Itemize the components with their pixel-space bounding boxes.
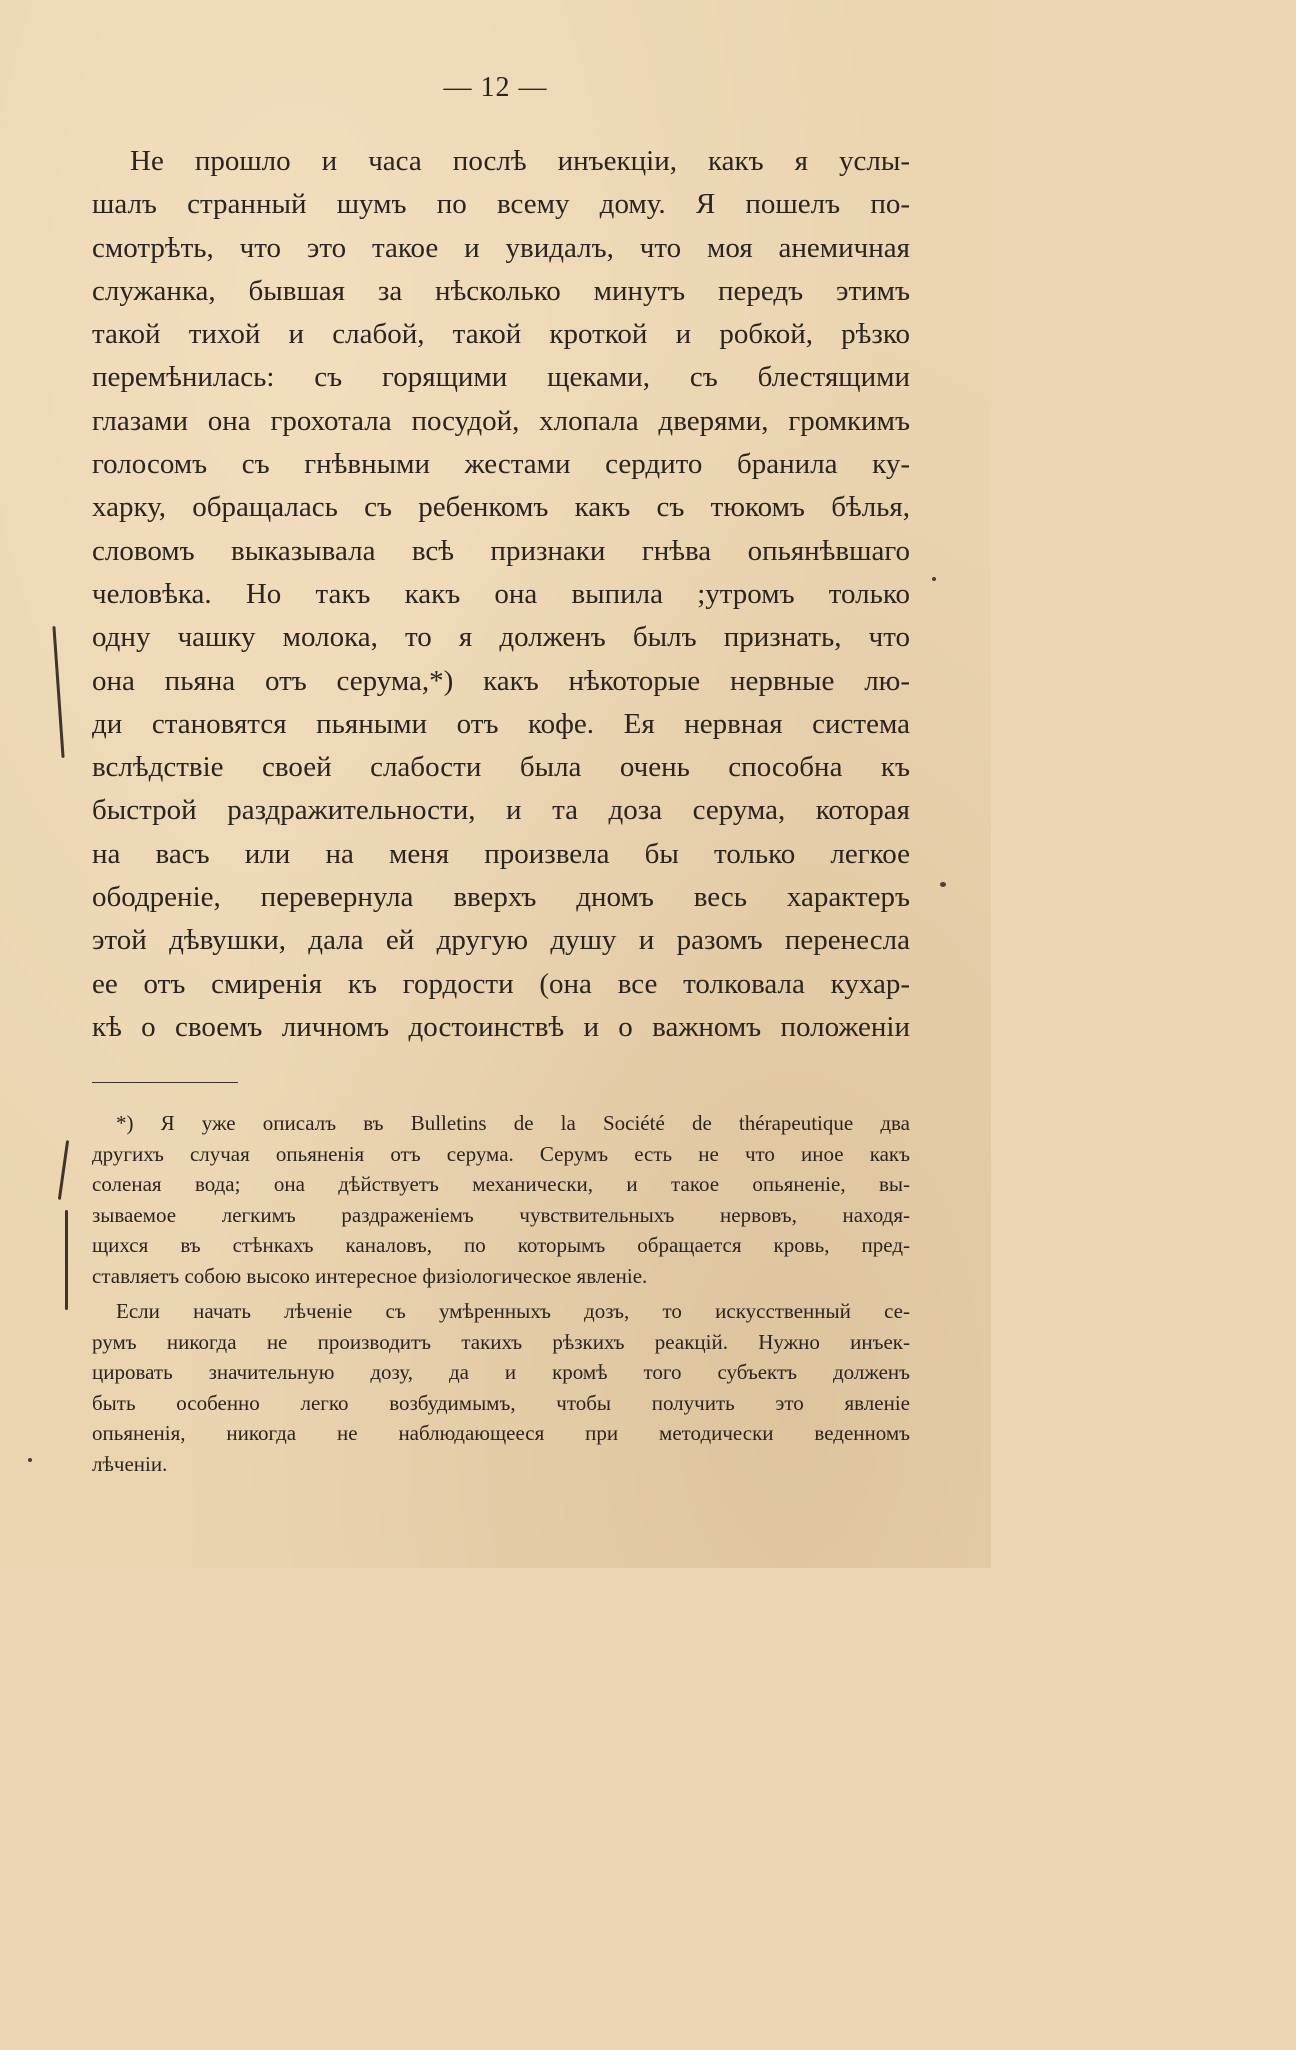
pencil-margin-mark [65,1210,68,1310]
text-line: вслѣдствіе своей слабости была очень способна къ [92,751,910,784]
text-line: харку, обращалась съ ребенкомъ какъ съ тюкомъ бѣлья, [92,491,910,524]
text-line: ее отъ смиренія къ гордости (она все толковала кухар- [92,967,910,1000]
text-line: словомъ выказывала всѣ признаки гнѣва опьянѣвшаго [92,534,910,567]
text-line: шалъ странный шумъ по всему дому. Я пошелъ по- [92,188,910,221]
main-paragraph [92,140,910,1049]
footnote-line: Если начать лѣченіе съ умѣренныхъ дозъ, то искусственный се- [116,1299,910,1323]
footnote-line: опьяненія, никогда не наблюдающееся при методически веденномъ [92,1421,910,1445]
footnote-line: быть особенно легко возбудимымъ, чтобы получить это явленіе [92,1390,910,1415]
footnote-line: *) Я уже описалъ въ Bulletins de la Société de thérapeutique два [116,1111,910,1135]
footnote-line: соленая вода; она дѣйствуетъ механически, и такое опьяненіе, вы- [92,1172,910,1196]
text-line: ди становятся пьяными отъ кофе. Ея нервная система [92,707,910,740]
ink-speck [28,1458,32,1462]
footnote-line: лѣченіи. [92,1451,168,1476]
text-line: глазами она грохотала посудой, хлопала дверями, громкимъ [92,404,910,437]
footnote-line: цировать значительную дозу, да и кромѣ того субъектъ долженъ [92,1360,910,1384]
text-line: одну чашку молока, то я долженъ былъ признать, что [92,621,910,654]
ink-speck [932,577,936,581]
pencil-margin-mark [58,1140,69,1200]
footnote-divider [92,1082,238,1083]
text-line: Не прошло и часа послѣ инъекціи, какъ я услы- [130,145,910,177]
ink-speck [940,882,946,887]
footnote-line: румъ никогда не производитъ такихъ рѣзкихъ реакцій. Нужно инъек- [92,1329,910,1354]
text-line: перемѣнилась: съ горящими щеками, съ блестящими [92,361,910,394]
text-line: служанка, бывшая за нѣсколько минутъ передъ этимъ [92,274,910,307]
text-line: смотрѣть, что это такое и увидалъ, что моя анемичная [92,231,910,264]
footnote-line: зываемое легкимъ раздраженіемъ чувствительныхъ нервовъ, находя- [92,1202,910,1227]
pencil-margin-mark [52,626,64,758]
footnote-paragraph [92,1108,910,1291]
text-line: человѣка. Но такъ какъ она выпила ;утромъ только [92,577,910,610]
text-line: на васъ или на меня произвела бы только легкое [92,837,910,870]
footnote-line: другихъ случая опьяненія отъ серума. Серумъ есть не что иное какъ [92,1141,910,1166]
text-line: этой дѣвушки, дала ей другую душу и разомъ перенесла [92,924,910,957]
text-line: кѣ о своемъ личномъ достоинствѣ и о важномъ положеніи [92,1010,910,1043]
text-line: такой тихой и слабой, такой кроткой и робкой, рѣзко [92,318,910,351]
footnote-line: ставляетъ собою высоко интересное физіологическое явленіе. [92,1263,648,1288]
text-line: она пьяна отъ серума,*) какъ нѣкоторые нервные лю- [92,664,910,697]
text-line: быстрой раздражительности, и та доза серума, которая [92,794,910,827]
text-line: голосомъ съ гнѣвными жестами сердито бранила ку- [92,448,910,481]
footnote-line: щихся въ стѣнкахъ каналовъ, по которымъ обращается кровь, пред- [92,1233,910,1257]
text-line: ободреніе, перевернула вверхъ дномъ весь характеръ [92,881,910,914]
page-number: — 12 — [443,72,548,103]
footnote-paragraph [92,1296,910,1479]
